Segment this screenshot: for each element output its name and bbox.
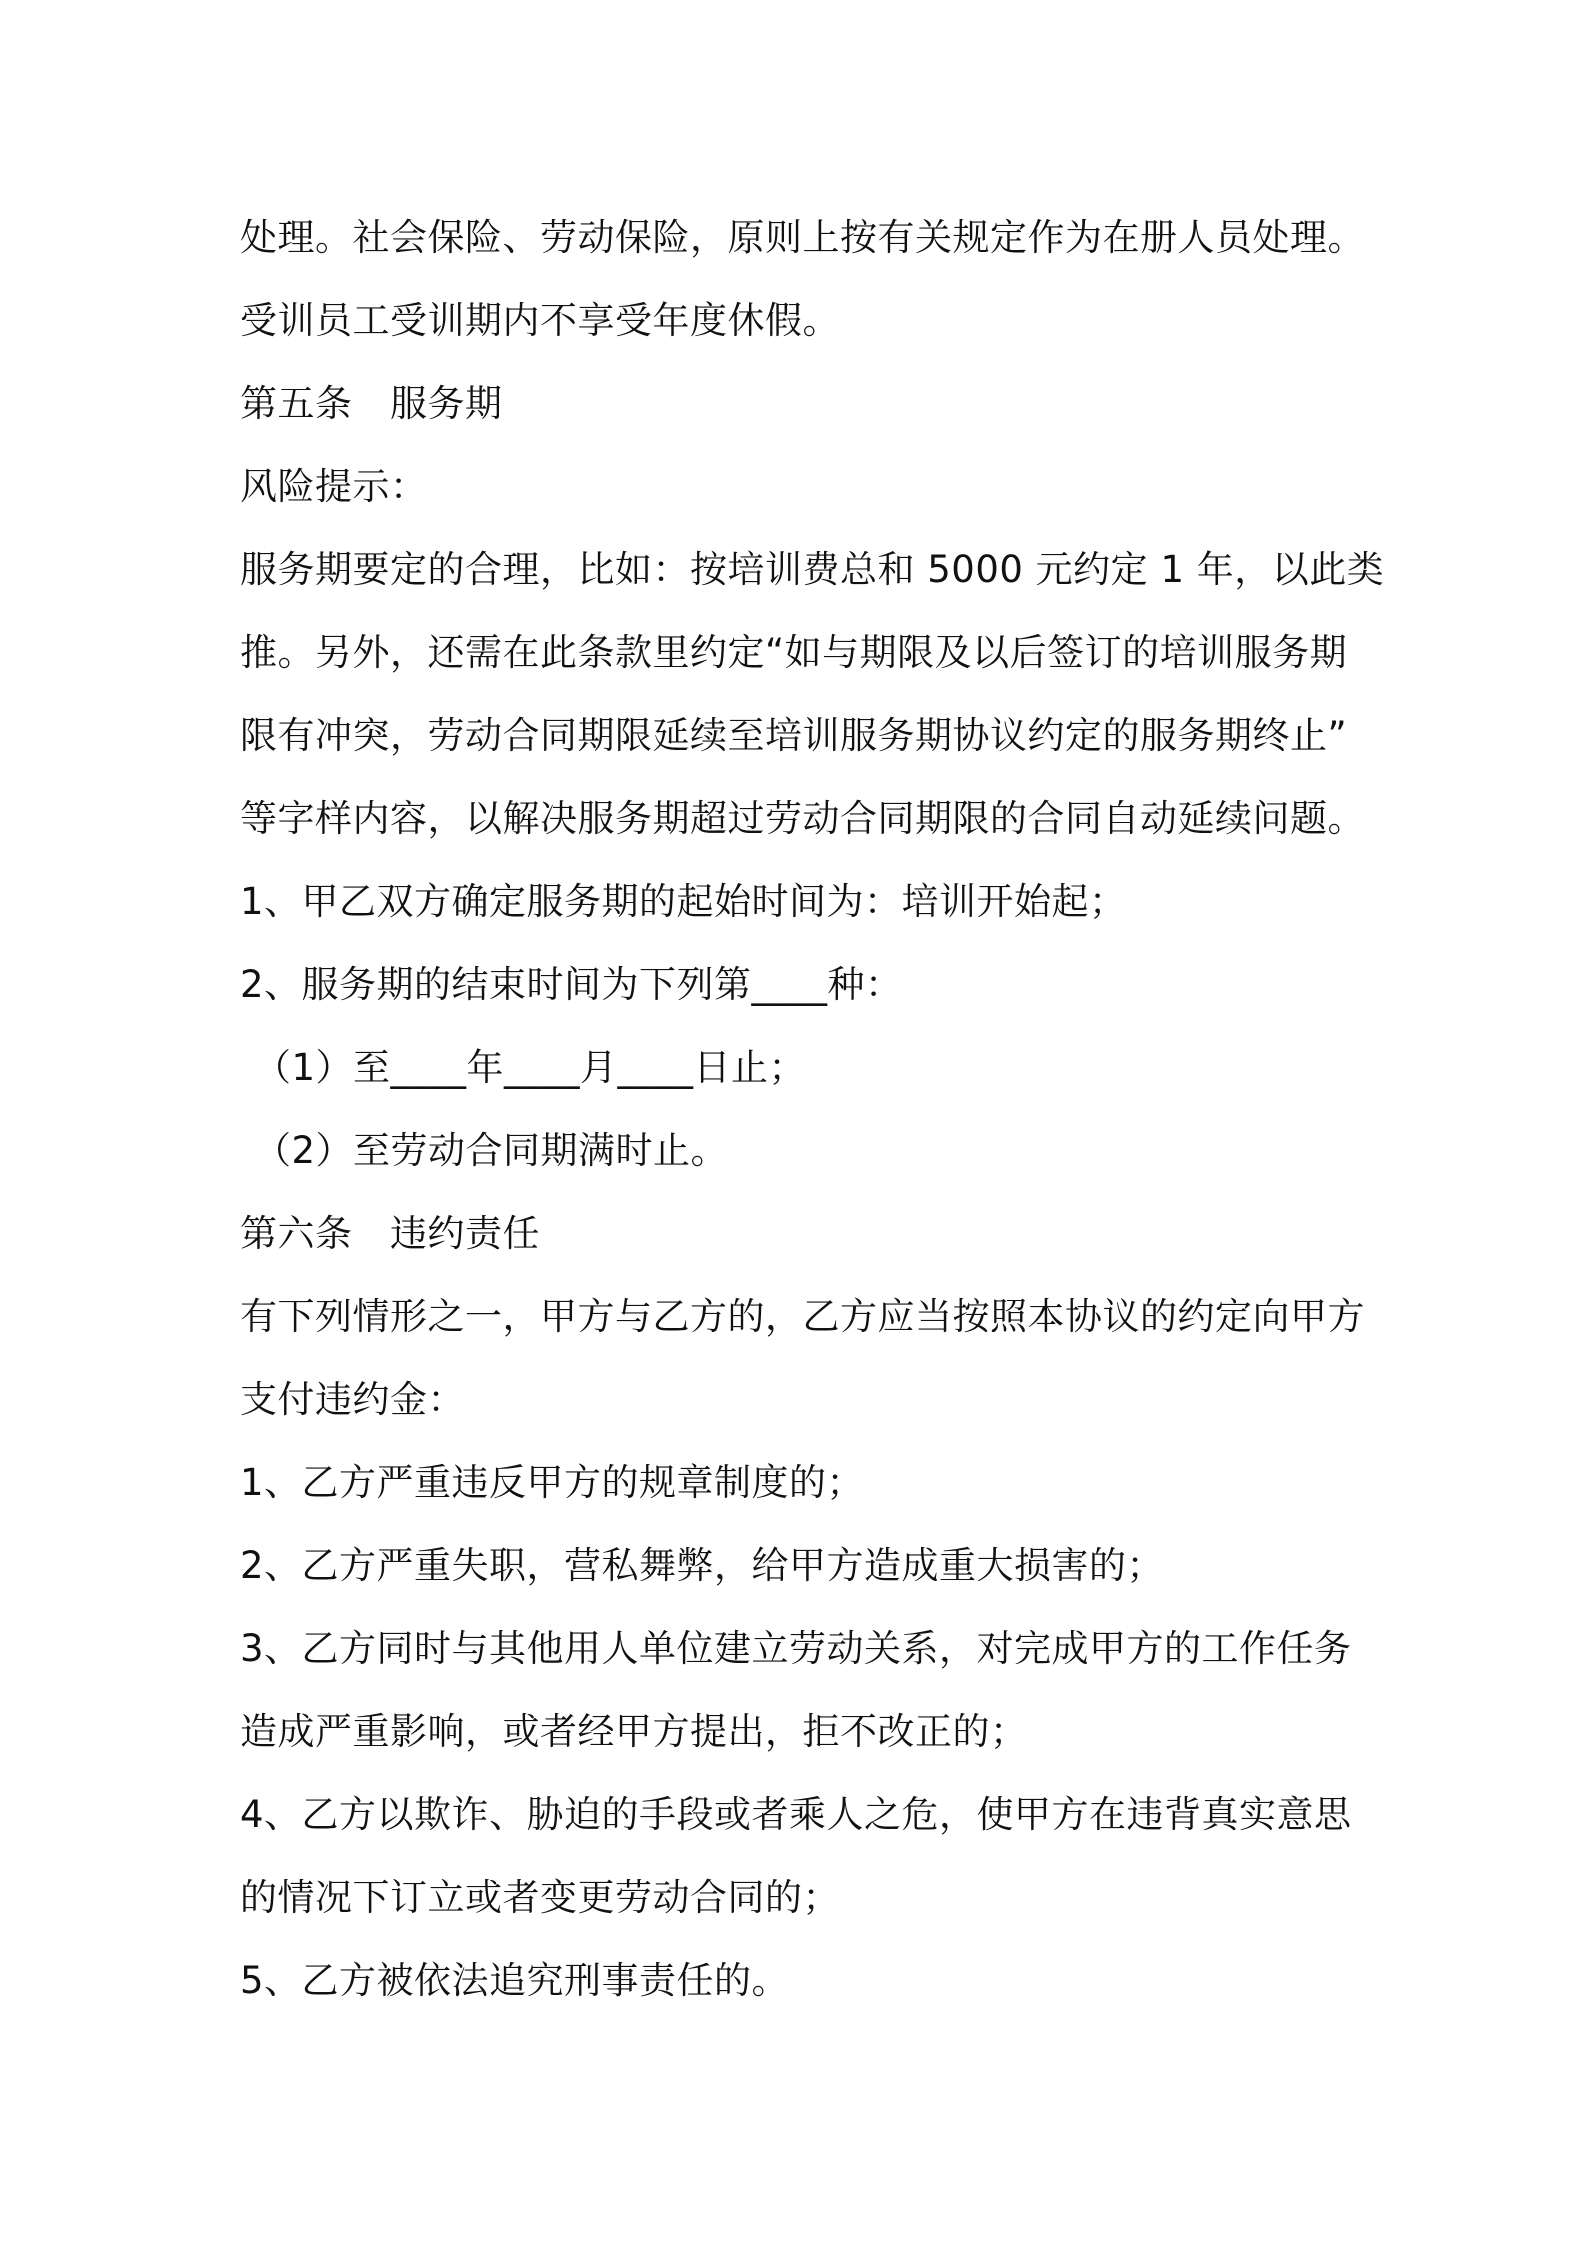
sub-clause-item: （1）至____年____月____日止； bbox=[254, 1046, 807, 1089]
clause-item: 2、服务期的结束时间为下列第____种： bbox=[240, 963, 903, 1006]
paragraph-line: 限有冲突，劳动合同期限延续至培训服务期协议约定的服务期终止” bbox=[240, 714, 1348, 757]
document-body bbox=[240, 196, 1385, 2022]
paragraph-line: 受训员工受训期内不享受年度休假。 bbox=[240, 299, 840, 342]
clause-item: 的情况下订立或者变更劳动合同的； bbox=[240, 1876, 840, 1919]
clause-item: 3、乙方同时与其他用人单位建立劳动关系，对完成甲方的工作任务 bbox=[240, 1627, 1352, 1670]
paragraph-line: 支付违约金： bbox=[240, 1378, 465, 1421]
clause-item: 2、乙方严重失职，营私舞弊，给甲方造成重大损害的； bbox=[240, 1544, 1165, 1587]
paragraph-line: 处理。社会保险、劳动保险，原则上按有关规定作为在册人员处理。 bbox=[240, 216, 1365, 259]
clause-item: 1、甲乙双方确定服务期的起始时间为：培训开始起； bbox=[240, 880, 1127, 923]
article-heading: 第五条 服务期 bbox=[240, 382, 503, 425]
clause-item: 5、乙方被依法追究刑事责任的。 bbox=[240, 1959, 790, 2002]
clause-item: 4、乙方以欺诈、胁迫的手段或者乘人之危，使甲方在违背真实意思 bbox=[240, 1793, 1352, 1836]
risk-notice-label: 风险提示： bbox=[240, 465, 428, 508]
paragraph-line: 推。另外，还需在此条款里约定“如与期限及以后签订的培训服务期 bbox=[240, 631, 1348, 674]
paragraph-line: 等字样内容，以解决服务期超过劳动合同期限的合同自动延续问题。 bbox=[240, 797, 1365, 840]
clause-item: 1、乙方严重违反甲方的规章制度的； bbox=[240, 1461, 865, 1504]
article-heading: 第六条 违约责任 bbox=[240, 1212, 540, 1255]
paragraph-line: 有下列情形之一，甲方与乙方的，乙方应当按照本协议的约定向甲方 bbox=[240, 1295, 1365, 1338]
sub-clause-item: （2）至劳动合同期满时止。 bbox=[254, 1129, 729, 1172]
clause-item: 造成严重影响，或者经甲方提出，拒不改正的； bbox=[240, 1710, 1028, 1753]
paragraph-line: 服务期要定的合理，比如：按培训费总和 5000 元约定 1 年，以此类 bbox=[240, 548, 1385, 591]
